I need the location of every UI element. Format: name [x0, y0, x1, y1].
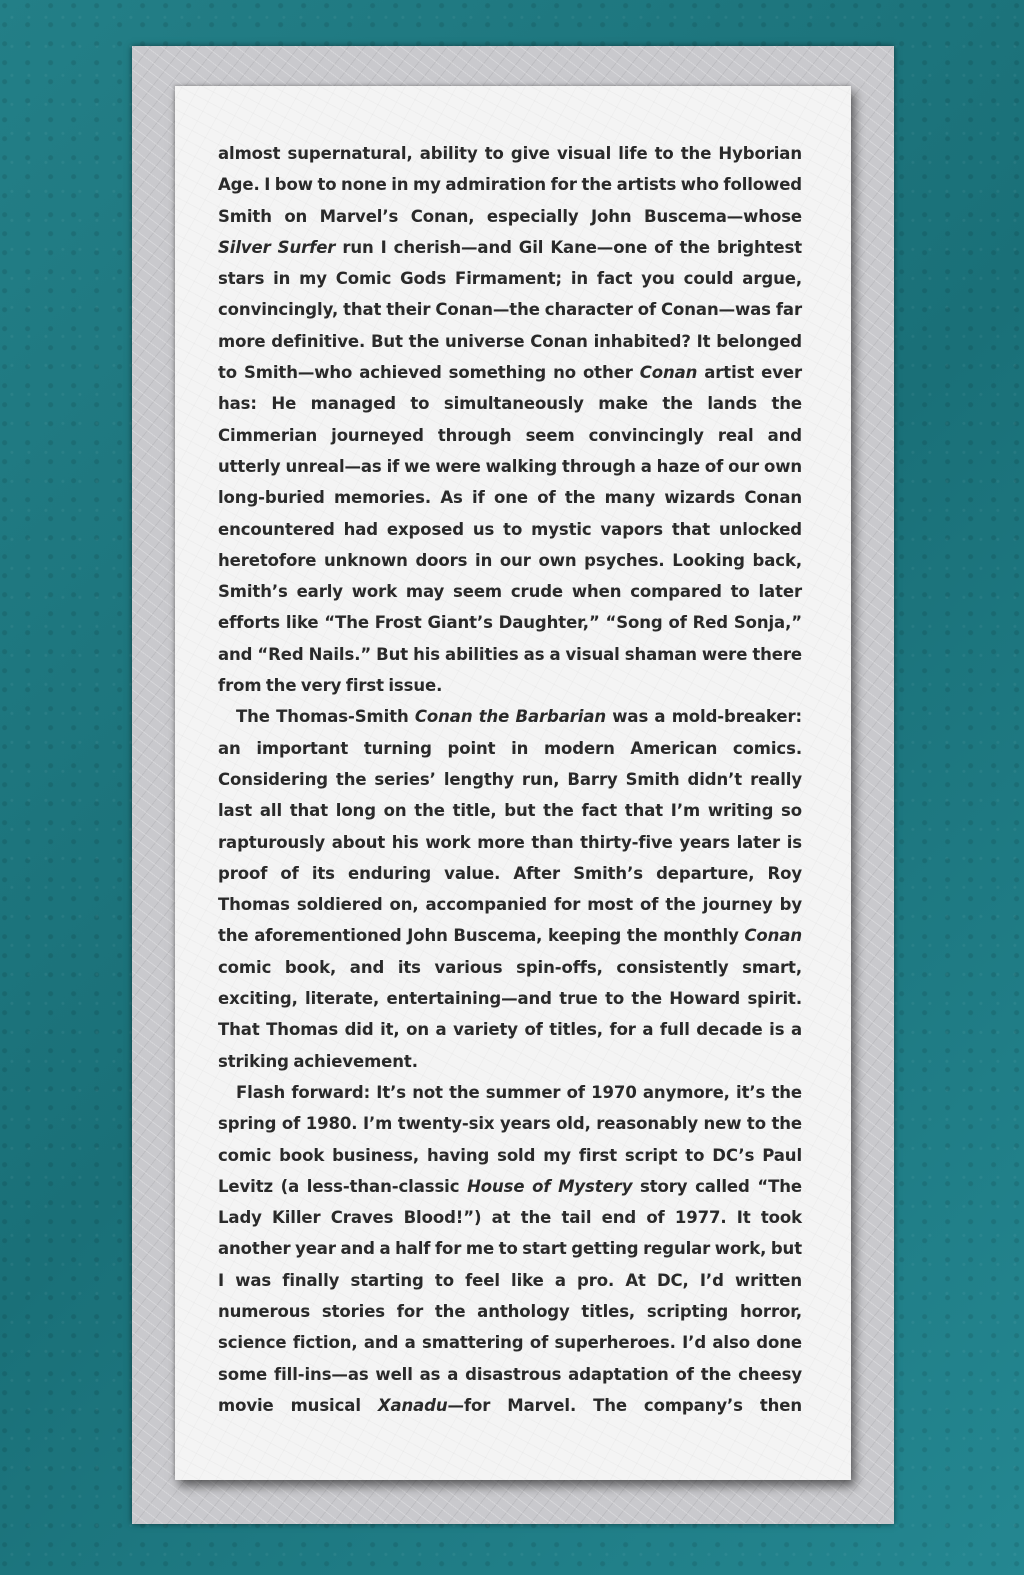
text-segment: story called “The Lady Killer Craves Blood!”) at the tail end of 1977. It took another year and a half for me to start getting regular work, but I was finally starting to feel like a pro. At DC, I’d written numerous stories for the anthology titles, scripting horror, science fiction, and a smattering of superheroes. I’d also done some fill-ins—as well as a disastrous adaptation of the cheesy movie musical	[218, 1176, 802, 1415]
text-segment: run I cherish—and Gil Kane—one of the brightest stars in my Comic Gods Firmament; in fact you could argue, convincingly, that their Conan—the character of Conan—was far more definitive. But the universe Conan inhabited? It belonged to Smith—who achieved something no other	[218, 237, 803, 383]
text-segment: almost supernatural, ability to give visual life to the Hyborian Age. I bow to none in my admiration for the artists who followed Smith on Marvel’s Conan, especially John Buscema—whose	[218, 144, 802, 226]
title-conan-the-barbarian: Conan the Barbarian	[414, 707, 607, 727]
text-panel	[175, 86, 851, 1480]
text-segment: comic book, and its various spin-offs, consistently smart, exciting, literate, entertaining—and true to the Howard spirit. That Thomas did it, on a variety of titles, for a full decade is a striking achievement.	[218, 957, 802, 1071]
title-conan: Conan	[744, 926, 802, 946]
title-silver-surfer: Silver Surfer	[218, 237, 336, 257]
text-segment: The Thomas-Smith	[236, 707, 415, 727]
title-house-of-mystery: House of Mystery	[467, 1176, 633, 1196]
text-segment: artist ever has: He managed to simultaneously make the lands the Cimmerian journeyed through seem convincingly real and utterly unreal—as if we were walking through a haze of our own long-buried memories. As if one of the many wizards Conan encountered had exposed us to mystic vapors that unlocked heretofore unknown doors in our own psyches. Looking back, Smith’s early work may seem crude when compared to later efforts like “The Frost Giant’s Daughter,” “Song of Red Sonja,” and “Red Nails.” But his abilities as a visual shaman were there from the very first issue.	[218, 363, 802, 696]
text-segment: was a mold-breaker: an important turning point in modern American comics. Considering the series’ lengthy run, Barry Smith didn’t really last all that long on the title, but the fact that I’m writing so rapturously about his work more than thirty-five years later is proof of its enduring value. After Smith’s departure, Roy Thomas soldiered on, accompanied for most of the journey by the aforementioned John Buscema, keeping the monthly	[218, 707, 802, 946]
paragraph-1	[218, 138, 802, 701]
article-body	[218, 138, 802, 1421]
paragraph-3	[218, 1077, 802, 1421]
text-segment: —for Marvel. The company’s then	[447, 1395, 802, 1415]
text-segment: Flash forward: It’s not the summer of 1970 anymore, it’s the spring of 1980. I’m twenty-six years old, reasonably new to the comic book business, having sold my first script to DC’s Paul Levitz (a less-than-classic	[218, 1082, 802, 1196]
title-conan: Conan	[639, 363, 698, 383]
paragraph-2	[218, 701, 802, 1077]
title-xanadu: Xanadu	[377, 1395, 448, 1415]
